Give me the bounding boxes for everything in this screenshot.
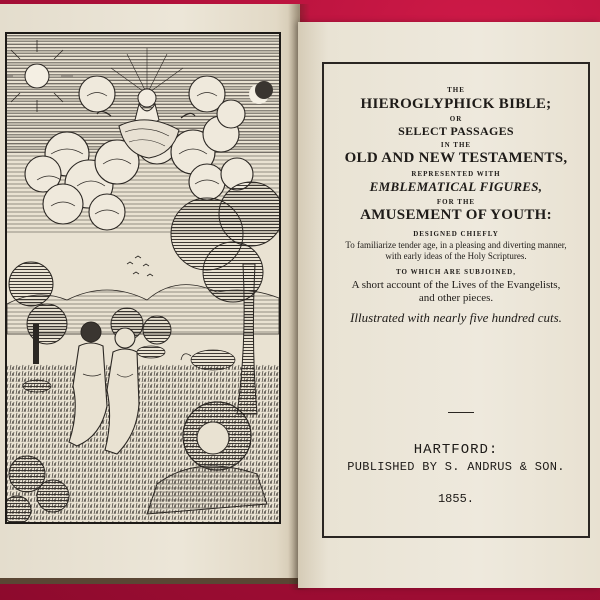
title-text-block [324,86,588,326]
amusement-line: AMUSEMENT OF YOUTH: [360,207,552,223]
left-page [0,4,300,584]
the-label: THE [447,86,465,94]
divider-rule [448,412,474,413]
imprint-publisher: PUBLISHED BY S. ANDRUS & SON. [347,460,565,474]
birds [127,256,153,276]
illustrated-line: Illustrated with nearly five hundred cuts. [350,310,562,325]
select-passages: SELECT PASSAGES [398,124,514,138]
open-book [0,4,600,594]
book-title: HIEROGLYPHICK BIBLE; [360,96,552,112]
purpose-line-1: To familiarize tender age, in a pleasing and diverting manner, [345,240,567,250]
or-label: OR [449,115,463,123]
frontispiece-engraving [5,32,281,524]
account-line-1: A short account of the Lives of the Evangelists, [351,279,561,291]
right-page [298,22,600,588]
testaments-line: OLD AND NEW TESTAMENTS, [344,150,568,166]
account-line-2: and other pieces. [418,292,494,304]
in-the-label: IN THE [440,141,472,149]
imprint-year: 1855. [437,492,474,506]
purpose-line-2: with early ideas of the Holy Scriptures. [385,251,527,261]
for-the-label: FOR THE [436,198,476,206]
represented-with: REPRESENTED WITH [411,170,501,178]
emblematical-figures: EMBLEMATICAL FIGURES, [369,179,543,194]
imprint-place: HARTFORD: [413,442,499,458]
designed-chiefly: DESIGNED CHIEFLY [413,230,499,238]
title-page-frame [322,62,590,538]
subjoined-label: TO WHICH ARE SUBJOINED, [396,268,516,276]
